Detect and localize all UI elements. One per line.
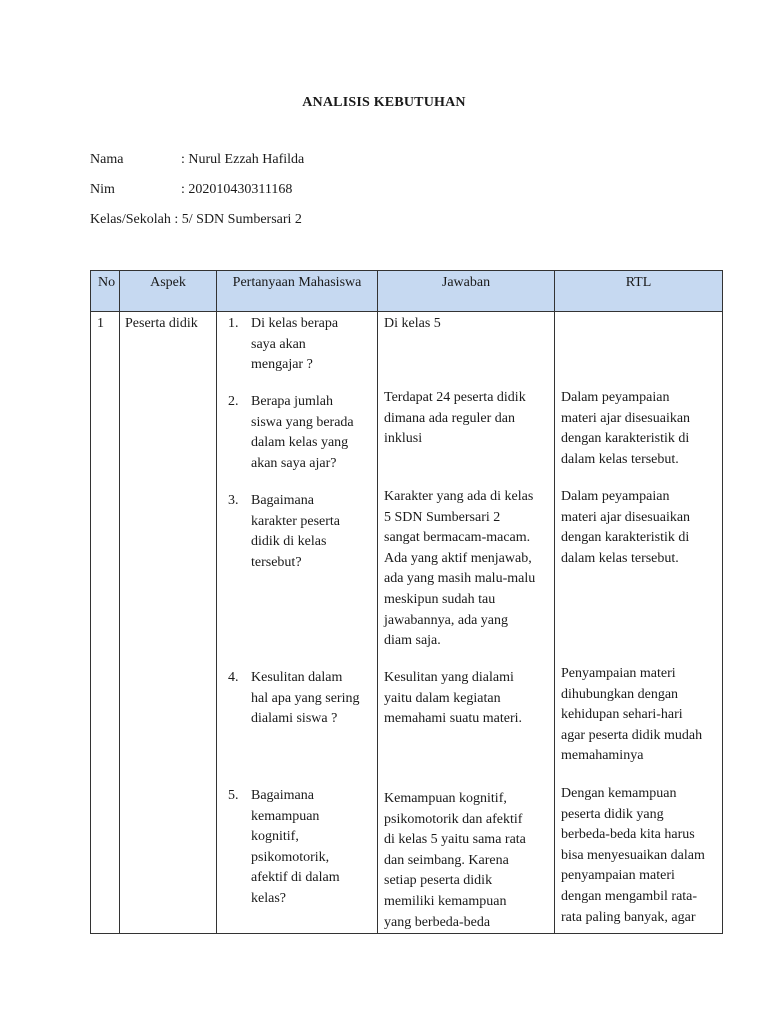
rtl-line: dalam kelas tersebut. — [561, 550, 679, 566]
header-pertanyaan: Pertanyaan Mahasiswa — [217, 271, 378, 312]
question-line: siswa yang berada — [251, 414, 354, 430]
rtl-line: memahaminya — [561, 748, 644, 764]
answer-line: diam saja. — [384, 633, 441, 649]
question-number: 2. — [228, 394, 239, 409]
answers-cell — [378, 312, 555, 934]
rtl-block — [561, 784, 716, 928]
answer-line: Ada yang aktif menjawab, — [384, 550, 532, 566]
rtl-line: Dengan kemampuan — [561, 786, 677, 801]
question-line: hal apa yang sering — [251, 690, 360, 706]
header-jawaban: Jawaban — [378, 271, 555, 312]
rtl-block — [561, 664, 716, 767]
question-line: dalam kelas yang — [251, 435, 349, 451]
answer-line: 5 SDN Sumbersari 2 — [384, 509, 501, 525]
question-number: 3. — [228, 493, 239, 508]
answer-line: inklusi — [384, 431, 423, 447]
answer-line: Di kelas 5 — [384, 316, 441, 331]
answer-line: yang berbeda-beda — [384, 914, 491, 930]
document-title: ANALISIS KEBUTUHAN — [302, 95, 466, 110]
question-line: dialami siswa ? — [251, 711, 338, 727]
answer-line: sangat bermacam-macam. — [384, 530, 531, 546]
rtl-line: dalam kelas tersebut. — [561, 451, 679, 467]
answer-line: ada yang masih malu-malu — [384, 571, 536, 587]
rtl-line: dengan karakteristik di — [561, 431, 690, 447]
question-block — [223, 314, 371, 376]
question-block — [223, 786, 371, 910]
question-line: mengajar ? — [251, 357, 313, 373]
question-number: 5. — [228, 788, 239, 803]
rtl-line: dengan karakteristik di — [561, 530, 690, 546]
info-value: : 202010430311168 — [181, 182, 293, 197]
row-aspek: Peserta didik — [120, 312, 217, 934]
answer-line: di kelas 5 yaitu sama rata — [384, 832, 526, 848]
question-line: psikomotorik, — [251, 849, 330, 865]
info-value: : Nurul Ezzah Hafilda — [181, 152, 305, 167]
question-line: Berapa jumlah — [251, 394, 334, 409]
rtl-line: materi ajar disesuaikan — [561, 410, 691, 426]
question-line: akan saya ajar? — [251, 455, 337, 471]
rtl-line: kehidupan sehari-hari — [561, 707, 683, 723]
needs-analysis-table — [90, 270, 723, 934]
rtl-line: penyampaian materi — [561, 868, 675, 884]
info-row-nama — [90, 152, 304, 168]
question-line: kelas? — [251, 890, 286, 906]
rtl-cell — [555, 312, 723, 934]
answer-line: dan seimbang. Karena — [384, 852, 509, 868]
question-line: kemampuan — [251, 808, 320, 824]
answer-line: Karakter yang ada di kelas — [384, 489, 534, 504]
question-line: Bagaimana — [251, 788, 314, 803]
answer-block — [384, 388, 548, 450]
rtl-block — [561, 487, 716, 569]
answer-line: memiliki kemampuan — [384, 893, 507, 909]
answer-line: memahami suatu materi. — [384, 711, 523, 727]
rtl-line: bisa menyesuaikan dalam — [561, 847, 705, 863]
answer-line: Terdapat 24 peserta didik — [384, 390, 526, 405]
answer-block — [384, 789, 548, 933]
info-label: Nim — [90, 182, 115, 197]
info-label: Kelas/Sekolah — [90, 212, 171, 227]
rtl-line: rata paling banyak, agar — [561, 909, 696, 925]
question-line: Bagaimana — [251, 493, 314, 508]
rtl-line: dengan mengambil rata- — [561, 888, 698, 904]
header-aspek: Aspek — [120, 271, 217, 312]
rtl-line: Penyampaian materi — [561, 666, 676, 681]
rtl-line: dihubungkan dengan — [561, 686, 679, 702]
answer-line: jawabannya, ada yang — [384, 612, 508, 628]
table-row — [91, 312, 723, 934]
answer-line: psikomotorik dan afektif — [384, 811, 523, 827]
question-number: 1. — [228, 316, 239, 331]
question-block — [223, 392, 371, 474]
answer-block — [384, 668, 548, 730]
rtl-block — [561, 388, 716, 470]
answer-block — [384, 487, 548, 652]
table-header-row — [91, 271, 723, 312]
rtl-line: agar peserta didik mudah — [561, 727, 703, 743]
answer-line: setiap peserta didik — [384, 873, 493, 889]
answer-line: Kemampuan kognitif, — [384, 791, 507, 806]
rtl-line: berbeda-beda kita harus — [561, 827, 695, 843]
answer-block — [384, 314, 548, 335]
questions-cell — [217, 312, 378, 934]
header-rtl: RTL — [555, 271, 723, 312]
question-line: saya akan — [251, 336, 306, 352]
question-number: 4. — [228, 670, 239, 685]
question-block — [223, 668, 371, 730]
question-line: didik di kelas — [251, 534, 327, 550]
rtl-line: materi ajar disesuaikan — [561, 509, 691, 525]
rtl-line: Dalam peyampaian — [561, 390, 670, 405]
answer-line: dimana ada reguler dan — [384, 410, 515, 426]
question-line: Kesulitan dalam — [251, 670, 343, 685]
answer-line: meskipun sudah tau — [384, 591, 496, 607]
info-row-kelas — [90, 212, 302, 228]
question-line: Di kelas berapa — [251, 316, 339, 331]
header-no: No — [91, 271, 120, 312]
answer-line: Kesulitan yang dialami — [384, 670, 514, 685]
rtl-line: Dalam peyampaian — [561, 489, 670, 504]
info-label: Nama — [90, 152, 124, 167]
question-line: kognitif, — [251, 829, 299, 845]
question-line: afektif di dalam — [251, 870, 340, 886]
answer-line: yaitu dalam kegiatan — [384, 690, 501, 706]
rtl-line: peserta didik yang — [561, 806, 664, 822]
info-value: : 5/ SDN Sumbersari 2 — [170, 212, 302, 227]
row-number: 1 — [91, 312, 120, 934]
question-line: tersebut? — [251, 554, 302, 570]
question-line: karakter peserta — [251, 513, 340, 529]
info-row-nim — [90, 182, 292, 198]
question-block — [223, 491, 371, 573]
